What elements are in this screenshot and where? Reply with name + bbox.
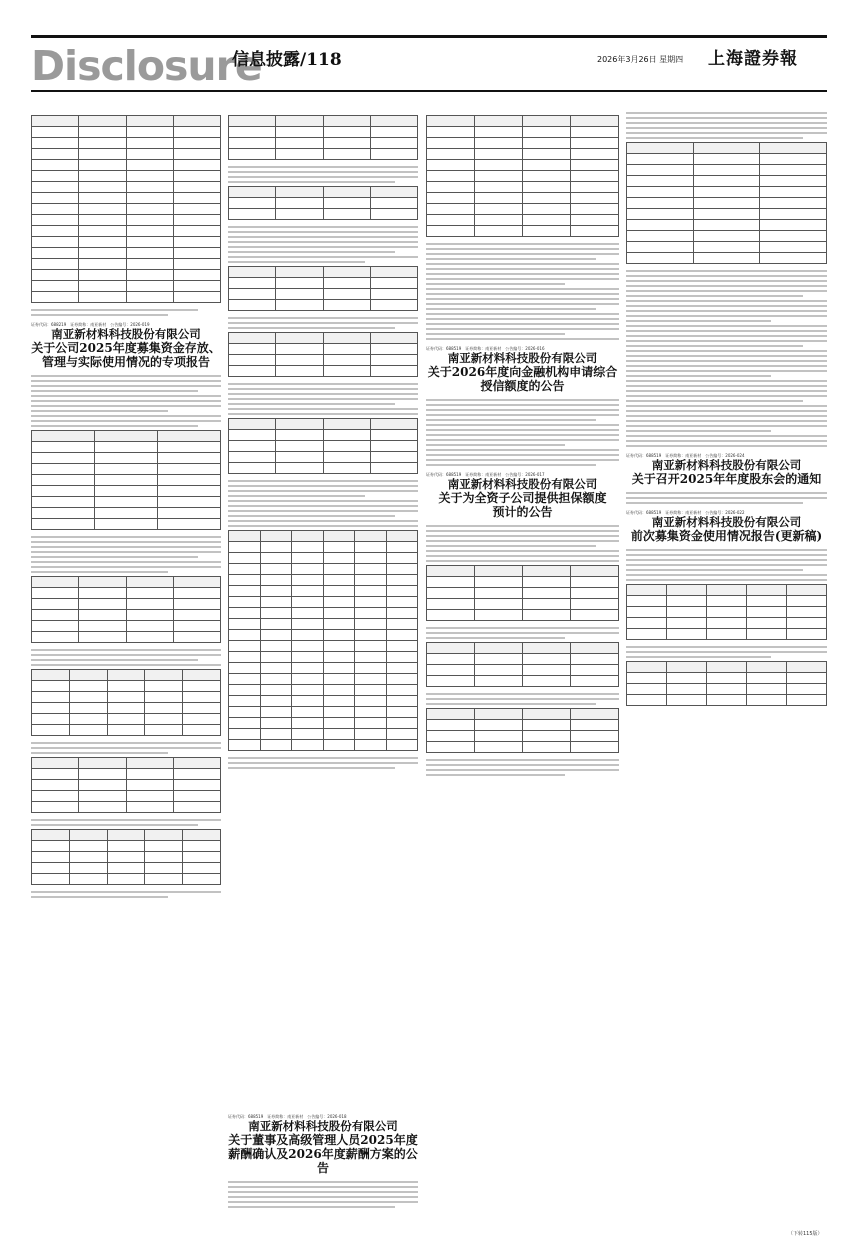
data-table	[426, 708, 619, 753]
announcement-title: 薪酬确认及2026年度薪酬方案的公告	[228, 1147, 418, 1175]
masthead-bottom-rule	[31, 90, 827, 92]
announcement-meta: 证券代码：688219 证券简称：南亚新材 公告编号：2026-019	[31, 322, 150, 327]
announcement-credit-line	[426, 346, 619, 393]
data-table	[626, 142, 827, 264]
announcement-meta: 证券代码：688519 证券简称：南亚新材 公告编号：2026-024	[626, 453, 745, 458]
data-table	[626, 584, 827, 640]
announcement-title: 前次募集资金使用情况报告(更新稿)	[630, 529, 823, 543]
data-table	[31, 757, 221, 813]
announcement-meta: 证券代码：688519 证券简称：南亚新材 公告编号：2026-018	[228, 1114, 347, 1119]
data-table	[626, 661, 827, 706]
company-name: 南亚新材料科技股份有限公司	[447, 351, 598, 365]
company-name: 南亚新材料科技股份有限公司	[447, 477, 598, 491]
announcement-prior-funds	[626, 510, 827, 543]
announcement-title: 关于董事及高级管理人员2025年度	[228, 1133, 418, 1147]
announcement-title: 关于为全资子公司提供担保额度	[438, 491, 607, 505]
data-table	[228, 186, 418, 220]
announcement-meta: 证券代码：688519 证券简称：南亚新材 公告编号：2026-017	[426, 472, 545, 477]
data-table	[426, 115, 619, 237]
data-table	[228, 266, 418, 311]
company-name: 南亚新材料科技股份有限公司	[51, 327, 201, 341]
data-table	[31, 829, 221, 885]
section-title: 信息披露/118	[232, 50, 342, 70]
data-table	[228, 418, 418, 474]
announcement-title: 关于召开2025年年度股东会的通知	[631, 472, 822, 486]
column-2-lower	[228, 1108, 418, 1211]
column-1	[31, 112, 221, 901]
data-table	[228, 332, 418, 377]
data-table	[426, 565, 619, 621]
announcement-fund-usage	[31, 322, 221, 369]
announcement-title: 授信额度的公告	[480, 379, 565, 393]
data-table	[426, 642, 619, 687]
data-table	[228, 530, 418, 751]
company-name: 南亚新材料科技股份有限公司	[651, 458, 802, 472]
data-table	[228, 115, 418, 160]
company-name: 南亚新材料科技股份有限公司	[651, 515, 802, 529]
announcement-title: 关于公司2025年度募集资金存放、	[31, 341, 221, 355]
announcement-title: 预计的公告	[492, 505, 553, 519]
data-table	[31, 669, 221, 736]
data-table	[31, 576, 221, 643]
column-3	[426, 112, 619, 779]
announcement-agm-notice	[626, 453, 827, 486]
column-4	[626, 112, 827, 712]
announcement-title: 关于2026年度向金融机构申请综合	[427, 365, 618, 379]
announcement-guarantee	[426, 472, 619, 519]
announcement-title: 管理与实际使用情况的专项报告	[41, 355, 210, 369]
masthead-top-rule	[31, 35, 827, 38]
disclosure-wordmark: Disclosure	[31, 42, 262, 90]
announcement-meta: 证券代码：688519 证券简称：南亚新材 公告编号：2026-022	[626, 510, 745, 515]
company-name: 南亚新材料科技股份有限公司	[248, 1119, 398, 1133]
announcement-meta: 证券代码：688519 证券简称：南亚新材 公告编号：2026-016	[426, 346, 545, 351]
issue-date: 2026年3月26日 星期四	[597, 55, 684, 64]
newspaper-name: 上海證券報	[708, 49, 798, 69]
masthead	[0, 0, 857, 106]
announcement-director-pay	[228, 1114, 418, 1175]
column-2	[228, 112, 418, 772]
data-table	[31, 430, 221, 530]
data-table	[31, 115, 221, 303]
continued-on-tag: （下转115版）	[788, 1231, 823, 1237]
